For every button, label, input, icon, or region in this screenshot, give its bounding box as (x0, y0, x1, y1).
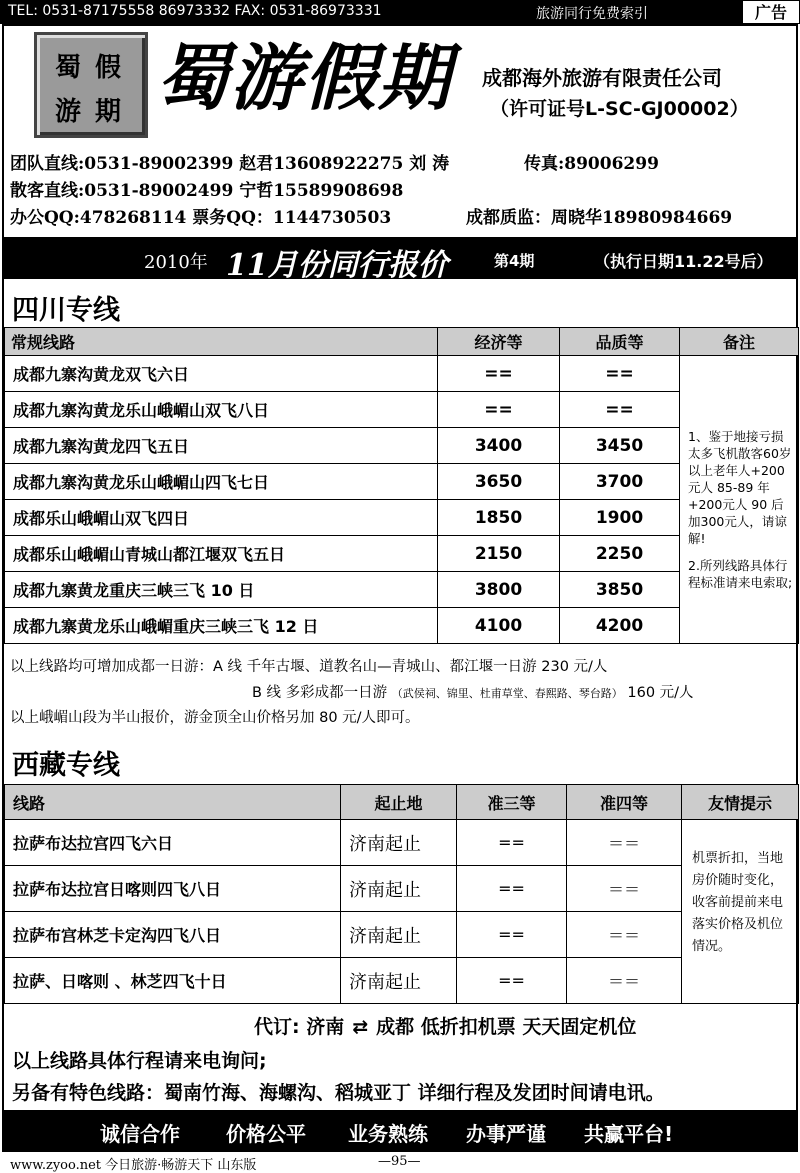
quality-price: 3450 (560, 428, 680, 464)
table-row (5, 428, 799, 464)
quality-price: 1900 (560, 500, 680, 536)
tibet-heading: 西藏专线 (12, 750, 120, 781)
extra-line-a: 以上线路均可增加成都一日游：A 线 千年古堰、道教名山—青城山、都江堰一日游 230 元/人 (10, 659, 608, 675)
col-route: 常规线路 (5, 328, 438, 356)
origin-cell: 济南起止 (341, 912, 457, 958)
economy-price: 3800 (438, 572, 560, 608)
ad-label: 广告 (742, 0, 800, 24)
table-header-row (5, 785, 799, 820)
quality-price: == (560, 392, 680, 428)
extra-b-price: 160 元/人 (627, 685, 694, 701)
team-line: 团队直线:0531-89002399 赵君13608922275 刘 涛 (10, 154, 450, 174)
class-3-price: == (457, 866, 567, 912)
tip-cell: 机票折扣，当地房价随时变化，收客前提前来电落实价格及机位情况。 (682, 820, 799, 1004)
route-cell: 成都乐山峨嵋山双飞四日 (5, 500, 438, 536)
route-cell: 成都九寨沟黄龙乐山峨嵋山双飞八日 (5, 392, 438, 428)
class-4-price: ＝＝ (567, 866, 682, 912)
title-exec-date: （执行日期11.22号后） (594, 252, 773, 271)
booking-post: 成都 低折扣机票 天天固定机位 (376, 1016, 637, 1038)
table-row (5, 912, 799, 958)
title-issue: 第4期 (494, 252, 535, 270)
title-year: 2010年 (144, 252, 208, 273)
tibet-table (4, 784, 799, 1004)
col-economy: 经济等 (438, 328, 560, 356)
remark-note-2: 2.所列线路具体行程标准请来电索取; (688, 558, 793, 590)
class-3-price: == (457, 912, 567, 958)
top-index: 旅游同行免费索引 (536, 6, 648, 22)
footer (10, 1154, 421, 1173)
title-bar (4, 237, 796, 283)
top-bar (0, 0, 800, 24)
supervisor-line: 成都质监：周晓华18980984669 (466, 208, 733, 228)
logo-char: 假 (95, 53, 122, 83)
slogan-item: 诚信合作 (100, 1122, 180, 1146)
class-3-price: == (457, 958, 567, 1004)
table-header-row (5, 328, 799, 356)
table-row (5, 536, 799, 572)
route-cell: 拉萨布宫林芝卡定沟四飞八日 (5, 912, 341, 958)
origin-cell: 济南起止 (341, 958, 457, 1004)
economy-price: == (438, 356, 560, 392)
top-contact: TEL: 0531-87175558 86973332 FAX: 0531-86973331 (8, 3, 382, 19)
extra-b-places: （武侯祠、锦里、杜甫草堂、春熙路、琴台路） (391, 687, 623, 700)
logo-char: 游 (55, 97, 82, 127)
class-3-price: == (457, 820, 567, 866)
extra-line-b (252, 681, 694, 702)
page-number: —95— (378, 1154, 421, 1169)
economy-price: == (438, 392, 560, 428)
economy-price: 3650 (438, 464, 560, 500)
quality-price: == (560, 356, 680, 392)
economy-price: 1850 (438, 500, 560, 536)
col-class-3: 准三等 (457, 785, 567, 820)
col-quality: 品质等 (560, 328, 680, 356)
slogan-bar (4, 1110, 796, 1150)
table-row (5, 866, 799, 912)
slogan-item: 价格公平 (226, 1122, 306, 1146)
route-cell: 拉萨布达拉宫四飞六日 (5, 820, 341, 866)
info-line-2: 另备有特色线路：蜀南竹海、海螺沟、稻城亚丁 详细行程及发团时间请电讯。 (12, 1082, 665, 1104)
col-route: 线路 (5, 785, 341, 820)
col-tip: 友情提示 (682, 785, 799, 820)
qq-line: 办公QQ:478268114 票务QQ：1144730503 (10, 208, 392, 228)
logo-char: 蜀 (55, 53, 82, 83)
logo-char: 期 (95, 97, 122, 127)
slogan-item: 办事严谨 (466, 1122, 546, 1146)
col-origin: 起止地 (341, 785, 457, 820)
quality-price: 2250 (560, 536, 680, 572)
table-row (5, 958, 799, 1004)
slogan-item: 共赢平台! (584, 1122, 674, 1146)
origin-cell: 济南起止 (341, 866, 457, 912)
class-4-price: ＝＝ (567, 820, 682, 866)
info-line-1: 以上线路具体行程请来电询问; (12, 1050, 267, 1072)
table-row (5, 500, 799, 536)
sichuan-heading: 四川专线 (12, 295, 120, 326)
route-cell: 拉萨、日喀则 、林芝四飞十日 (5, 958, 341, 1004)
table-row (5, 392, 799, 428)
table-row (5, 608, 799, 644)
booking-pre: 代订: 济南 (254, 1016, 345, 1038)
remark-cell (680, 356, 799, 644)
fax-line: 传真:89006299 (524, 154, 659, 174)
table-row (5, 820, 799, 866)
origin-cell: 济南起止 (341, 820, 457, 866)
col-remark: 备注 (680, 328, 799, 356)
footer-site: www.zyoo.net 今日旅游·畅游天下 山东版 (10, 1158, 257, 1173)
economy-price: 4100 (438, 608, 560, 644)
quality-price: 3850 (560, 572, 680, 608)
route-cell: 成都乐山峨嵋山青城山都江堰双飞五日 (5, 536, 438, 572)
extra-line-emei: 以上峨嵋山段为半山报价，游金顶全山价格另加 80 元/人即可。 (10, 710, 420, 726)
sichuan-table (4, 327, 799, 644)
class-4-price: ＝＝ (567, 912, 682, 958)
title-main: 11月份同行报价 (226, 248, 448, 283)
retail-line: 散客直线:0531-89002499 宁哲15589908698 (10, 181, 404, 201)
route-cell: 成都九寨沟黄龙四飞五日 (5, 428, 438, 464)
brand-name: 蜀游假期 (156, 35, 453, 120)
logo-emblem (34, 32, 148, 138)
economy-price: 3400 (438, 428, 560, 464)
route-cell: 成都九寨黄龙重庆三峡三飞 10 日 (5, 572, 438, 608)
booking-line (254, 1012, 636, 1039)
col-class-4: 准四等 (567, 785, 682, 820)
route-cell: 成都九寨沟黄龙乐山峨嵋山四飞七日 (5, 464, 438, 500)
company-name: 成都海外旅游有限责任公司 (482, 66, 722, 90)
class-4-price: ＝＝ (567, 958, 682, 1004)
table-row (5, 464, 799, 500)
economy-price: 2150 (438, 536, 560, 572)
route-cell: 成都九寨沟黄龙双飞六日 (5, 356, 438, 392)
table-row (5, 356, 799, 392)
route-cell: 成都九寨黄龙乐山峨嵋重庆三峡三飞 12 日 (5, 608, 438, 644)
remark-note-1: 1、鉴于地接亏损太多飞机散客60岁以上老年人+200 元人 85-89 年+200元人 90 后加300元人，请谅解! (688, 429, 792, 546)
slogan-item: 业务熟练 (348, 1122, 428, 1146)
extra-b-pre: B 线 多彩成都一日游 (252, 685, 388, 701)
exchange-arrows-icon: ⇄ (352, 1016, 369, 1038)
quality-price: 3700 (560, 464, 680, 500)
license-number: （许可证号L-SC-GJ00002） (490, 98, 749, 120)
route-cell: 拉萨布达拉宫日喀则四飞八日 (5, 866, 341, 912)
quality-price: 4200 (560, 608, 680, 644)
table-row (5, 572, 799, 608)
